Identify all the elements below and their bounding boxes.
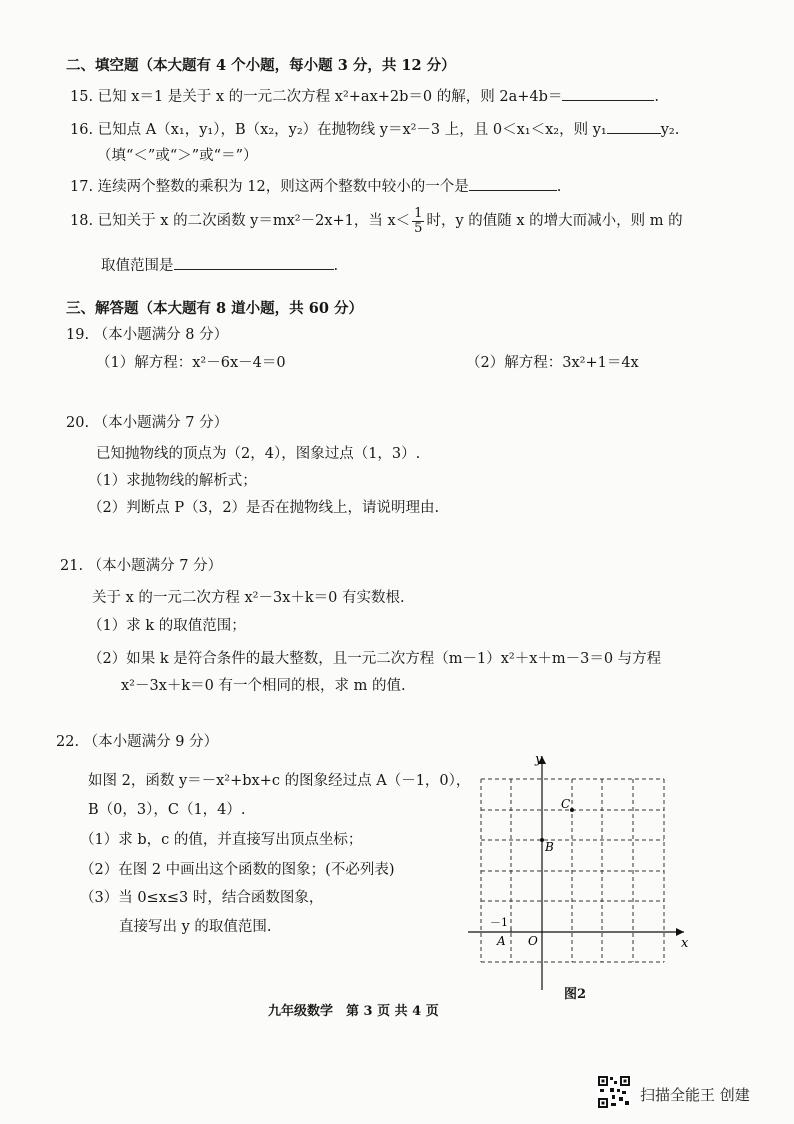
question-17-text: 17. 连续两个整数的乘积为 12，则这两个整数中较小的一个是 — [70, 179, 469, 195]
fraction-numerator: 1 — [414, 206, 423, 221]
question-18-range-text: 取值范围是 — [101, 258, 174, 274]
question-20-stem: 已知抛物线的顶点为（2，4），图象过点（1，3）. — [96, 446, 421, 462]
page-footer: 九年级数学 第 3 页 共 4 页 — [268, 1004, 439, 1019]
origin-label: O — [528, 934, 538, 948]
question-21-part2a: （2）如果 k 是符合条件的最大整数，且一元二次方程（m－1）x²＋x＋m－3＝0 与方程 — [88, 651, 662, 667]
question-15-text: 15. 已知 x＝1 是关于 x 的一元二次方程 x²+ax+2b＝0 的解，则 2a+4b＝ — [70, 89, 563, 105]
point-b — [540, 838, 544, 842]
fraction-denominator: 5 — [414, 220, 423, 236]
question-22-part2: （2）在图 2 中画出这个函数的图象；(不必列表) — [80, 862, 395, 878]
question-16 — [70, 119, 679, 139]
question-19-title: 19. （本小题满分 8 分） — [66, 327, 229, 343]
tick-minus1-label: －1 — [490, 916, 508, 929]
answer-blank-17[interactable] — [469, 176, 557, 191]
question-22-part1: （1）求 b，c 的值，并直接写出顶点坐标； — [80, 832, 363, 848]
question-19-part1: （1）解方程：x²－6x－4＝0 — [96, 355, 286, 371]
x-axis-label: x — [681, 936, 689, 951]
grid-lines — [481, 779, 664, 962]
question-18-range: 取值范围是 . — [101, 255, 338, 275]
answer-blank-15[interactable] — [562, 86, 654, 101]
y-axis-label: y — [535, 752, 543, 767]
question-17: 17. 连续两个整数的乘积为 12，则这两个整数中较小的一个是 . — [70, 176, 561, 196]
coordinate-grid-figure — [462, 748, 692, 998]
question-18 — [70, 207, 683, 235]
fraction-one-fifth — [412, 207, 424, 235]
question-22-part3a: （3）当 0≤x≤3 时，结合函数图象， — [80, 890, 324, 906]
question-20-part1: （1）求抛物线的解析式； — [88, 473, 257, 489]
question-21-part2b: x²－3x＋k＝0 有一个相同的根，求 m 的值. — [121, 678, 406, 694]
scanner-watermark: 扫描全能王 创建 — [640, 1086, 750, 1104]
question-20-part2: （2）判断点 P（3，2）是否在抛物线上，请说明理由. — [88, 500, 440, 516]
figure-caption: 图2 — [564, 987, 587, 1002]
point-c-label: C — [561, 797, 571, 811]
question-22-stem2: B（0，3），C（1，4）. — [88, 802, 246, 818]
question-21-stem: 关于 x 的一元二次方程 x²－3x＋k＝0 有实数根. — [92, 590, 405, 606]
question-22-stem1: 如图 2，函数 y＝－x²+bx+c 的图象经过点 A（－1，0）， — [88, 773, 471, 789]
question-18-text-b: 时，y 的值随 x 的增大而减小，则 m 的 — [426, 213, 683, 230]
answer-blank-18[interactable] — [174, 255, 334, 270]
x-axis-arrow-icon — [676, 928, 684, 936]
question-19-part2: （2）解方程：3x²+1＝4x — [466, 355, 639, 371]
point-c — [570, 808, 574, 812]
point-a-label: A — [497, 934, 506, 948]
question-16-end: y₂. — [660, 122, 680, 138]
point-b-label: B — [545, 840, 554, 854]
question-15: 15. 已知 x＝1 是关于 x 的一元二次方程 x²+ax+2b＝0 的解，则 2a+4b＝ . — [70, 86, 659, 106]
question-18-text-a: 18. 已知关于 x 的二次函数 y＝mx²－2x+1，当 x＜ — [70, 213, 411, 230]
qr-code-icon — [597, 1075, 631, 1109]
section3-heading: 三、解答题（本大题有 8 道小题，共 60 分） — [66, 300, 363, 317]
question-21-part1: （1）求 k 的取值范围； — [88, 618, 246, 634]
question-22-title: 22. （本小题满分 9 分） — [56, 734, 219, 750]
question-21-title: 21. （本小题满分 7 分） — [60, 558, 223, 574]
answer-blank-16[interactable] — [607, 119, 661, 134]
question-20-title: 20. （本小题满分 7 分） — [66, 415, 229, 431]
question-16-hint: （填“＜”或“＞”或“＝”） — [97, 148, 258, 164]
question-16-text: 16. 已知点 A（x₁，y₁），B（x₂，y₂）在抛物线 y＝x²－3 上，且 0＜x₁＜x₂，则 y₁ — [70, 122, 607, 138]
section2-heading: 二、填空题（本大题有 4 个小题，每小题 3 分，共 12 分） — [66, 57, 456, 74]
question-22-part3b: 直接写出 y 的取值范围. — [119, 919, 272, 935]
